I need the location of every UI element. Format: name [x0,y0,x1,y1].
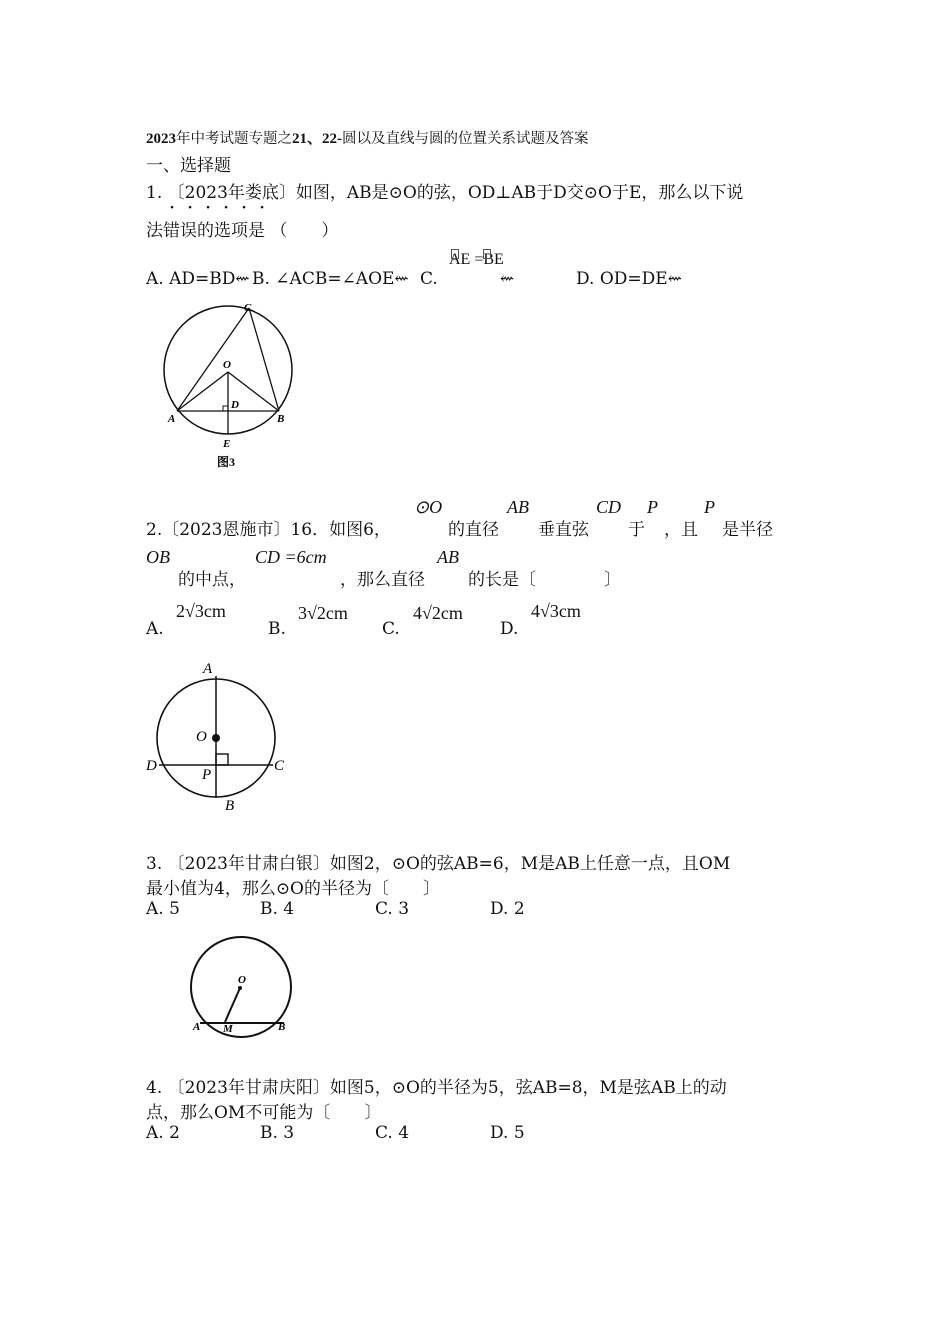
q3-option-b: B. 4 [260,899,295,919]
q1-line2: 法错误的选项是 （ ） [146,221,339,241]
squiggle-icon: ⇜ [394,269,409,289]
label-m: M [223,1023,233,1035]
q2-p2: P [704,497,715,517]
q3-line2: 最小值为4，那么⊙O的半径为〔 〕 [146,879,440,899]
arc-mark [451,249,459,259]
q2-figure [140,656,300,816]
chord-ac [177,308,249,411]
q2-option-b-value: 3√2cm [298,603,348,623]
label-p: P [202,767,212,783]
q2-text-mid: 的中点， [178,570,246,590]
arc-mark [483,249,491,259]
label-c: C [244,302,252,314]
q1-option-a: A. AD=BD⇜ [146,269,250,289]
q1-option-c-math: AE =BE [449,251,504,268]
q3-option-c: C. 3 [375,899,410,919]
q2-option-d: D. [500,619,519,639]
q1-option-b: B. ∠ACB=∠AOE⇜ [252,269,409,289]
title-rest: 圆以及直线与圆的位置关系试题及答案 [342,131,589,147]
segment-om [225,988,240,1022]
label-d: D [231,399,239,411]
title-part: 年中考试题专题之 [176,131,292,147]
q2-text-diam: 的直径 [448,520,499,540]
squiggle-icon: ⇜ [500,269,515,289]
center-point [212,734,220,742]
label-o: O [196,729,207,745]
right-angle-mark [223,406,228,411]
doc-title [146,127,589,148]
center-point [238,986,242,990]
title-year: 2023 [146,131,176,147]
squiggle-icon: ⇜ [667,269,682,289]
q3-line1: 3. 〔2023年甘肃白银〕如图2，⊙O的弦AB=6，M是AB上任意一点，且OM [146,854,731,874]
q4-line2: 点，那么OM不可能为〔 〕 [146,1103,382,1123]
q2-option-a: A. [146,619,164,639]
q4-line1: 4. 〔2023年甘肃庆阳〕如图5，⊙O的半径为5，弦AB=8，M是弦AB上的动 [146,1078,727,1098]
q2-prefix: 2.〔2023恩施市〕16．如图6， [146,520,391,540]
q2-text-then: ，那么直径 [340,570,425,590]
figure-caption: 图3 [217,455,236,469]
q2-option-d-value: 4√3cm [531,601,581,621]
q4-option-a: A. 2 [146,1123,180,1143]
q1-figure [155,298,305,473]
q2-odot: ⊙O [414,497,443,517]
q2-ab: AB [507,497,529,517]
q2-text-len: 的长是〔 〕 [468,570,621,590]
q2-text-perp: 垂直弦 [538,520,589,540]
label-e: E [223,438,231,450]
q3-option-a: A. 5 [146,899,180,919]
label-c: C [274,758,285,774]
q4-option-d: D. 5 [490,1123,525,1143]
label-o: O [223,359,231,371]
q2-option-c: C. [382,619,400,639]
label-b: B [278,1021,286,1033]
q2-text-qie: ，且 [664,520,698,540]
label-a: A [168,413,176,425]
label-d: D [146,758,157,774]
q2-text-half: 是半径 [722,520,773,540]
label-b: B [277,413,285,425]
emphasis-dots: · · · · · · [169,200,265,216]
q2-option-a-value: 2√3cm [176,601,226,621]
radius-oa [177,372,228,411]
squiggle-icon: ⇜ [235,269,250,289]
q1-line1: 1. 〔2023年娄底〕如图，AB是⊙O的弦，OD⊥AB于D交⊙O于E，那么以下说 [146,183,744,203]
q2-cd-eq: CD =6cm [255,547,327,567]
right-angle-mark [216,754,228,765]
q2-ab2: AB [437,547,459,567]
title-number: 21、22- [292,131,342,147]
q4-option-b: B. 3 [260,1123,295,1143]
label-a: A [203,661,213,677]
q4-option-c: C. 4 [375,1123,410,1143]
q2-ob: OB [146,547,170,567]
label-o: O [238,974,246,986]
q3-figure [185,932,300,1040]
label-b: B [225,798,235,814]
q2-option-c-value: 4√2cm [413,603,463,623]
q2-cd: CD [596,497,622,517]
chord-bc [249,308,279,411]
q1-option-d: D. OD=DE⇜ [576,269,682,289]
section-heading: 一、选择题 [146,156,231,176]
q2-option-b: B. [268,619,286,639]
q3-option-d: D. 2 [490,899,525,919]
q1-option-c: C. [420,269,438,289]
q2-text-yu: 于 [628,520,645,540]
label-a: A [193,1021,201,1033]
q2-p: P [647,497,658,517]
